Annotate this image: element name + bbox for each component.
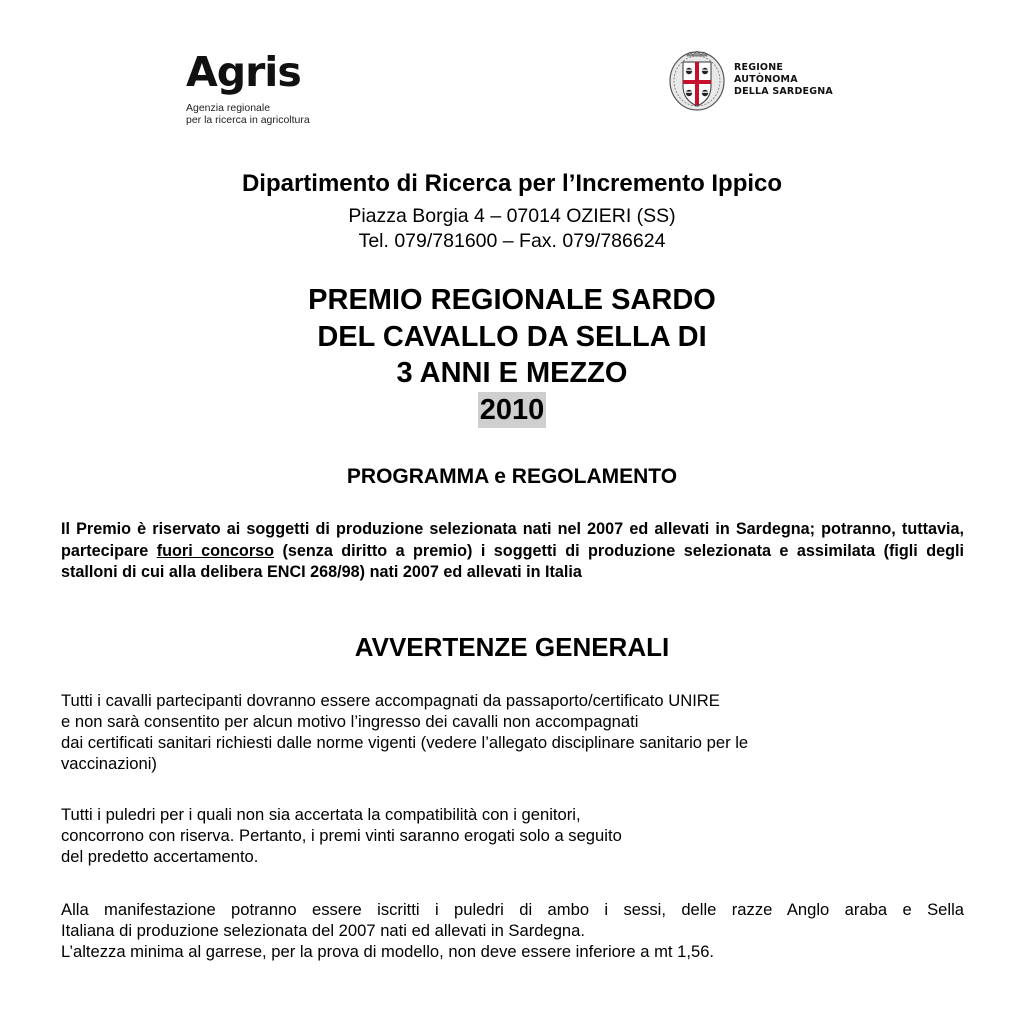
paragraph-line: dai certificati sanitari richiesti dalle norme vigenti (vedere l’allegato disciplinare sanitario per le xyxy=(61,733,749,752)
agris-tagline-line2: per la ricerca in agricoltura xyxy=(186,114,310,126)
paragraph-line: Italiana di produzione selezionata del 2007 nati ed allevati in Sardegna. xyxy=(61,921,585,940)
avvertenze-paragraph-1 xyxy=(61,690,964,774)
title-line3: 3 ANNI E MEZZO xyxy=(396,357,628,389)
regione-line2: AUTÒNOMA xyxy=(734,74,798,85)
title-line1: PREMIO REGIONALE SARDO xyxy=(308,284,716,316)
avvertenze-paragraph-2 xyxy=(61,804,964,867)
agris-wordmark: Agris xyxy=(186,48,301,96)
agris-tagline-line1: Agenzia regionale xyxy=(186,102,271,114)
paragraph-line: Tutti i puledri per i quali non sia accertata la compatibilità con i genitori, xyxy=(61,805,581,824)
department-address: Piazza Borgia 4 – 07014 OZIERI (SS) xyxy=(348,205,676,227)
intro-part2: (senza diritto a premio) i soggetti di produzione selezionata e assimilata (figli degli stalloni di cui alla delibera ENCI 268/98) nati 2007 ed allevati in Italia xyxy=(61,541,965,581)
title-year-row xyxy=(0,392,1024,428)
avvertenze-paragraph-3 xyxy=(61,899,964,962)
fuori-concorso-underlined: fuori concorso xyxy=(156,541,275,560)
agris-tagline xyxy=(186,102,346,126)
regione-line3: DELLA SARDEGNA xyxy=(734,86,833,97)
agris-logo xyxy=(186,50,346,126)
title-line2: DEL CAVALLO DA SELLA DI xyxy=(317,320,707,353)
paragraph-line: e non sarà consentito per alcun motivo l’ingresso dei cavalli non accompagnati xyxy=(61,712,639,731)
regione-sardegna-logo xyxy=(668,50,868,112)
title-year: 2010 xyxy=(479,394,545,426)
paragraph-line: Alla manifestazione potranno essere iscritti i puledri di ambo i sessi, delle razze Anglo araba e Sella xyxy=(61,900,964,919)
paragraph-line: concorrono con riserva. Pertanto, i premi vinti saranno erogati solo a seguito xyxy=(61,826,622,845)
avvertenze-heading: AVVERTENZE GENERALI xyxy=(354,632,670,662)
department-contacts xyxy=(0,204,1024,254)
paragraph-line: del predetto accertamento. xyxy=(61,847,259,866)
regione-line1: REGIONE xyxy=(734,62,784,73)
intro-paragraph xyxy=(61,519,964,584)
intro-part1: Il Premio è riservato ai soggetti di produzione selezionata nati nel 2007 ed allevati in Sardegna; potranno, tuttavia, partecipare xyxy=(61,520,964,560)
department-phone: Tel. 079/781600 – Fax. 079/786624 xyxy=(358,230,666,252)
department-name: Dipartimento di Ricerca per l’Incremento Ippico xyxy=(241,170,783,197)
paragraph-line: vaccinazioni) xyxy=(61,754,157,773)
section-programma-heading: PROGRAMMA e REGOLAMENTO xyxy=(346,465,678,488)
paragraph-line: L’altezza minima al garrese, per la prova di modello, non deve essere inferiore a mt 1,56. xyxy=(61,942,715,961)
sardinia-crest-icon xyxy=(668,50,726,112)
paragraph-line: Tutti i cavalli partecipanti dovranno essere accompagnati da passaporto/certificato UNIRE xyxy=(61,691,720,710)
regione-text xyxy=(734,62,833,98)
document-title xyxy=(0,282,1024,392)
